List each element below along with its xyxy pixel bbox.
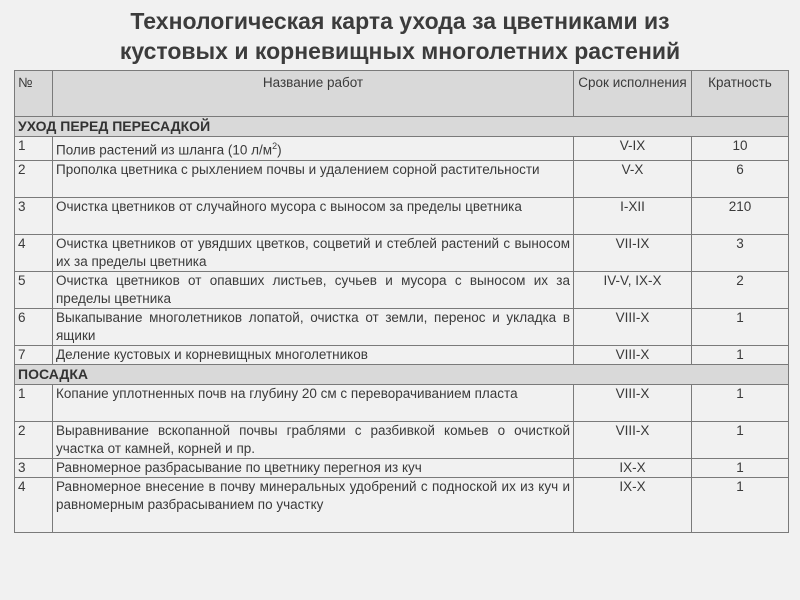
- row-number: 1: [15, 137, 53, 161]
- row-name: Прополка цветника с рыхлением почвы и удалением сорной растительности: [53, 160, 574, 197]
- row-number: 5: [15, 271, 53, 308]
- page-title: [0, 6, 800, 66]
- row-number: 4: [15, 477, 53, 532]
- table-row: [15, 137, 789, 161]
- header-name: Название работ: [53, 71, 574, 117]
- row-name: Очистка цветников от опавших листьев, сучьев и мусора с выносом их за пределы цветника: [53, 271, 574, 308]
- table-row: [15, 458, 789, 477]
- row-multiplicity: 210: [692, 197, 789, 234]
- row-number: 6: [15, 308, 53, 345]
- section-title: УХОД ПЕРЕД ПЕРЕСАДКОЙ: [15, 117, 789, 137]
- row-name: Выкапывание многолетников лопатой, очистка от земли, перенос и укладка в ящики: [53, 308, 574, 345]
- care-schedule-table: [14, 70, 789, 533]
- row-number: 1: [15, 384, 53, 421]
- table-row: [15, 384, 789, 421]
- row-term: I-XII: [574, 197, 692, 234]
- row-term: VIII-X: [574, 421, 692, 458]
- row-multiplicity: 1: [692, 308, 789, 345]
- row-multiplicity: 1: [692, 458, 789, 477]
- row-term: VII-IX: [574, 234, 692, 271]
- row-term: VIII-X: [574, 384, 692, 421]
- table-row: [15, 271, 789, 308]
- row-name: Очистка цветников от случайного мусора с выносом за пределы цветника: [53, 197, 574, 234]
- row-name-text: Полив растений из шланга (10 л/м: [56, 142, 273, 158]
- row-number: 3: [15, 458, 53, 477]
- row-name: Выравнивание вскопанной почвы граблями с разбивкой комьев о очисткой участка от камней, корней и пр.: [53, 421, 574, 458]
- table-row: [15, 345, 789, 364]
- row-number: 2: [15, 160, 53, 197]
- table-row: [15, 477, 789, 532]
- row-multiplicity: 1: [692, 384, 789, 421]
- row-name: Равномерное разбрасывание по цветнику перегноя из куч: [53, 458, 574, 477]
- row-term: VIII-X: [574, 308, 692, 345]
- row-multiplicity: 10: [692, 137, 789, 161]
- row-term: IV-V, IX-X: [574, 271, 692, 308]
- title-line-1: Технологическая карта ухода за цветниками из: [130, 8, 670, 34]
- row-multiplicity: 1: [692, 421, 789, 458]
- header-number: №: [15, 71, 53, 117]
- section-row-planting: [15, 364, 789, 384]
- table-row: [15, 421, 789, 458]
- section-row-care-before-replanting: [15, 117, 789, 137]
- row-name: Копание уплотненных почв на глубину 20 см с переворачиванием пласта: [53, 384, 574, 421]
- row-name-tail: ): [277, 142, 282, 158]
- header-multiplicity: Кратность: [692, 71, 789, 117]
- header-term: Срок исполнения: [574, 71, 692, 117]
- row-number: 7: [15, 345, 53, 364]
- table-row: [15, 160, 789, 197]
- row-term: V-X: [574, 160, 692, 197]
- row-multiplicity: 1: [692, 345, 789, 364]
- row-number: 4: [15, 234, 53, 271]
- table-row: [15, 234, 789, 271]
- row-name: Деление кустовых и корневищных многолетников: [53, 345, 574, 364]
- row-name: [53, 137, 574, 161]
- table-row: [15, 197, 789, 234]
- table-row: [15, 308, 789, 345]
- row-term: IX-X: [574, 477, 692, 532]
- row-multiplicity: 6: [692, 160, 789, 197]
- row-number: 3: [15, 197, 53, 234]
- title-line-2: кустовых и корневищных многолетних растений: [119, 38, 681, 64]
- row-name: Равномерное внесение в почву минеральных удобрений с подноской их из куч и равномерным разбрасыванием по участку: [53, 477, 574, 532]
- row-term: IX-X: [574, 458, 692, 477]
- row-term: VIII-X: [574, 345, 692, 364]
- row-multiplicity: 1: [692, 477, 789, 532]
- row-multiplicity: 2: [692, 271, 789, 308]
- section-title: ПОСАДКА: [15, 364, 789, 384]
- table-header-row: [15, 71, 789, 117]
- row-number: 2: [15, 421, 53, 458]
- row-name: Очистка цветников от увядших цветков, соцветий и стеблей растений с выносом их за пределы цветника: [53, 234, 574, 271]
- row-name-superscript: 2: [272, 141, 278, 151]
- row-multiplicity: 3: [692, 234, 789, 271]
- row-term: V-IX: [574, 137, 692, 161]
